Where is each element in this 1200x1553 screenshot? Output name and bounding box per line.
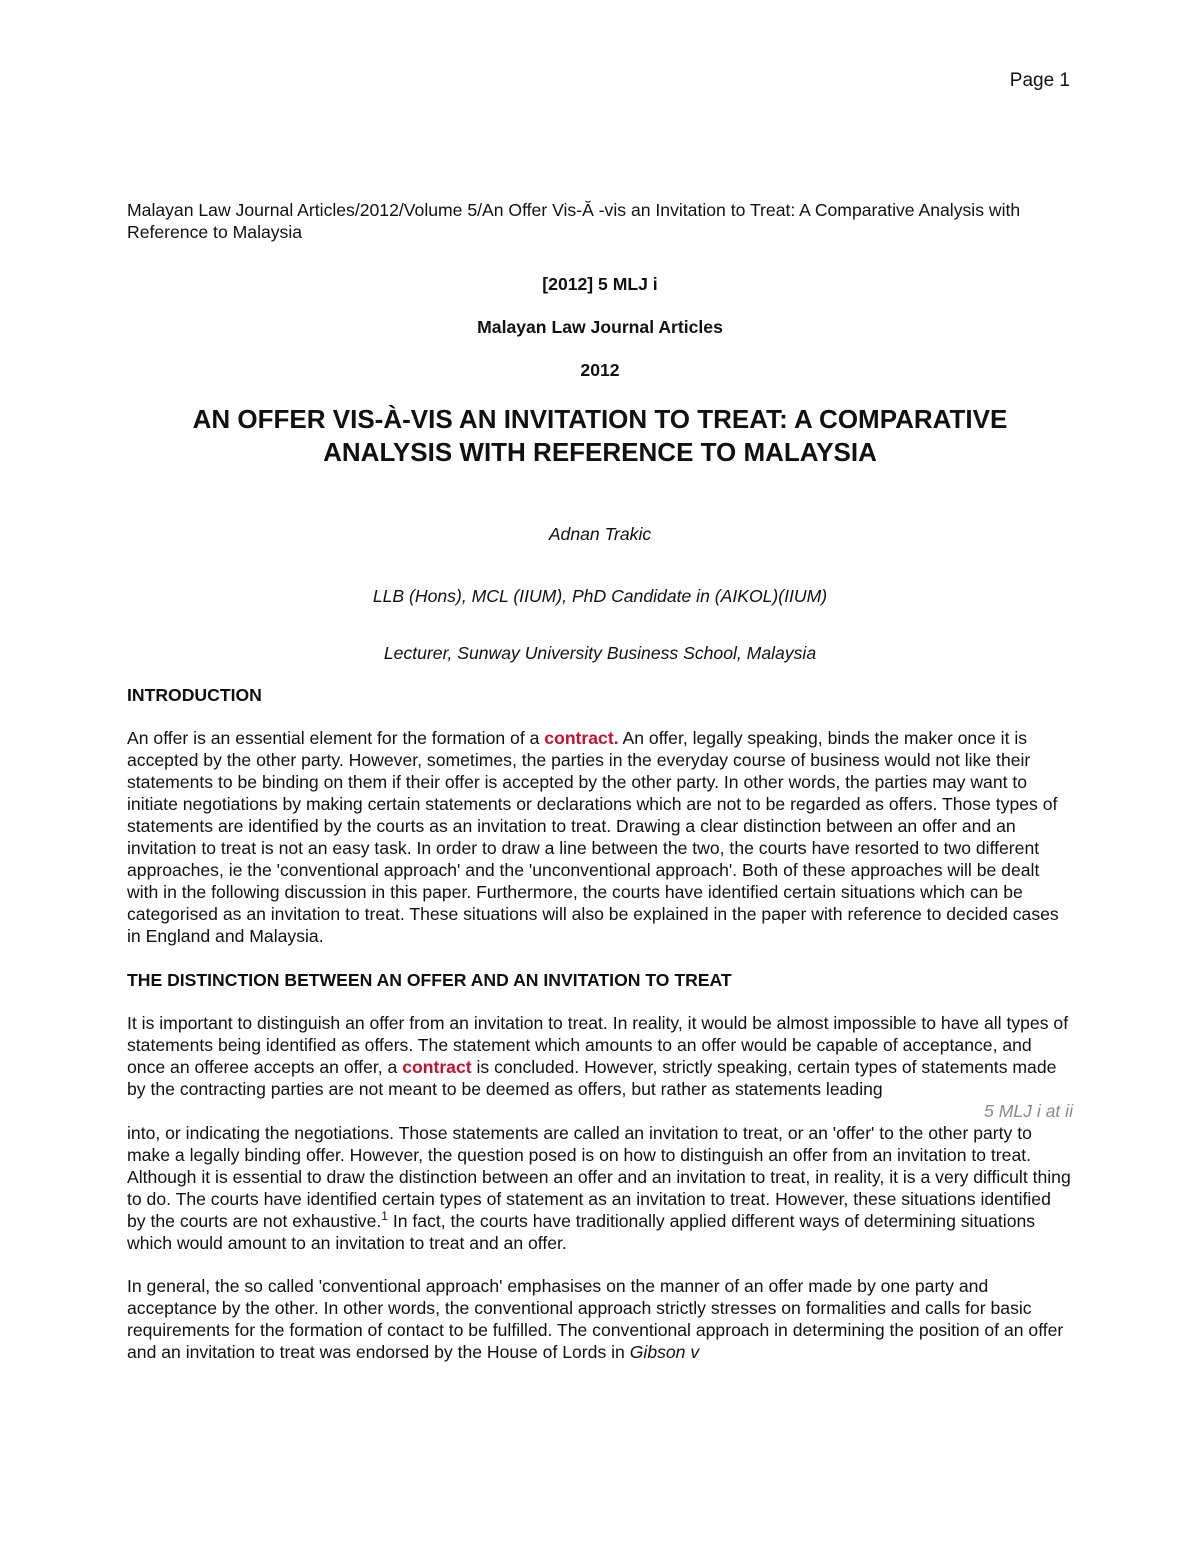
cite-line: [2012] 5 MLJ i: [542, 274, 658, 294]
contract-link[interactable]: contract: [402, 1057, 472, 1077]
page-reference: 5 MLJ i at ii: [984, 1101, 1073, 1121]
contract-link[interactable]: contract.: [544, 728, 619, 748]
dist-p2-text-b: In fact, the courts have traditionally applied different ways of determining situations which would amount to an invitation to treat and an offer.: [127, 1211, 1036, 1253]
document-body: [127, 199, 1073, 1363]
section-heading-introduction: INTRODUCTION: [127, 685, 262, 705]
title-line-1: AN OFFER VIS-À-VIS AN INVITATION TO TREAT: A COMPARATIVE: [192, 404, 1008, 434]
intro-text-b: An offer, legally speaking, binds the maker once it is accepted by the other party. However, sometimes, the parties in the everyday course of business would not like their statements to be binding on them if their offer is accepted by the other party. In other words, the parties may want to initiate negotiations by making certain statements or declarations which are not to be regarded as offers. Those types of statements are identified by the courts as an invitation to treat. Drawing a clear distinction between an offer and an invitation to treat is not an easy task. In order to draw a line between the two, the courts have resorted to two different approaches, ie the 'conventional approach' and the 'unconventional approach'. Both of these approaches will be dealt with in the following discussion in this paper. Furthermore, the courts have identified certain situations which can be categorised as an invitation to treat. These situations will also be explained in the paper with reference to decided cases in England and Malaysia.: [127, 728, 1059, 946]
author-affiliation: Lecturer, Sunway University Business School, Malaysia: [383, 643, 817, 663]
distinction-paragraph-3: [127, 1275, 1073, 1363]
dist-text-b: is concluded. However, strictly speaking, certain types of statements made by the contracting parties are not meant to be deemed as offers, but rather as statements leading: [127, 1057, 1057, 1099]
section-heading-distinction: THE DISTINCTION BETWEEN AN OFFER AND AN INVITATION TO TREAT: [127, 970, 732, 990]
journal-name: Malayan Law Journal Articles: [477, 317, 723, 337]
case-name: Gibson v: [629, 1342, 700, 1362]
title-line-2: ANALYSIS WITH REFERENCE TO MALAYSIA: [323, 437, 877, 467]
author-name: Adnan Trakic: [548, 524, 652, 544]
footnote-ref[interactable]: 1: [381, 1209, 388, 1224]
dist-text-a: It is important to distinguish an offer from an invitation to treat. In reality, it would be almost impossible to have all types of statements being identified as offers. The statement which amounts to an offer would be capable of acceptance, and once an offeree accepts an offer, a: [127, 1013, 1069, 1077]
article-title: [127, 403, 1073, 469]
distinction-paragraph-2: [127, 1122, 1073, 1254]
intro-paragraph: [127, 727, 1073, 947]
publication-year: 2012: [580, 360, 620, 380]
dist-p3-text-a: In general, the so called 'conventional approach' emphasises on the manner of an offer made by one party and acceptance by the other. In other words, the conventional approach strictly stresses on formalities and calls for basic requirements for the formation of contact to be fulfilled. The conventional approach in determining the position of an offer and an invitation to treat was endorsed by the House of Lords in: [127, 1276, 1064, 1362]
citation-path: Malayan Law Journal Articles/2012/Volume 5/An Offer Vis-Ă -vis an Invitation to Treat: A Comparative Analysis with Reference to Malaysia: [127, 200, 1021, 242]
intro-text-a: An offer is an essential element for the formation of a: [127, 728, 545, 748]
author-qualifications: LLB (Hons), MCL (IIUM), PhD Candidate in (AIKOL)(IIUM): [372, 586, 828, 606]
dist-p2-text-a: into, or indicating the negotiations. Those statements are called an invitation to treat, or an 'offer' to the other party to make a legally binding offer. However, the question posed is on how to distinguish an offer from an invitation to treat. Although it is essential to draw the distinction between an offer and an invitation to treat, in reality, it is a very difficult thing to do. The courts have identified certain types of statement as an invitation to treat. However, these situations identified by the courts are not exhaustive.: [127, 1123, 1071, 1231]
distinction-paragraph-1: [127, 1012, 1073, 1100]
page-number: Page 1: [1009, 70, 1070, 91]
